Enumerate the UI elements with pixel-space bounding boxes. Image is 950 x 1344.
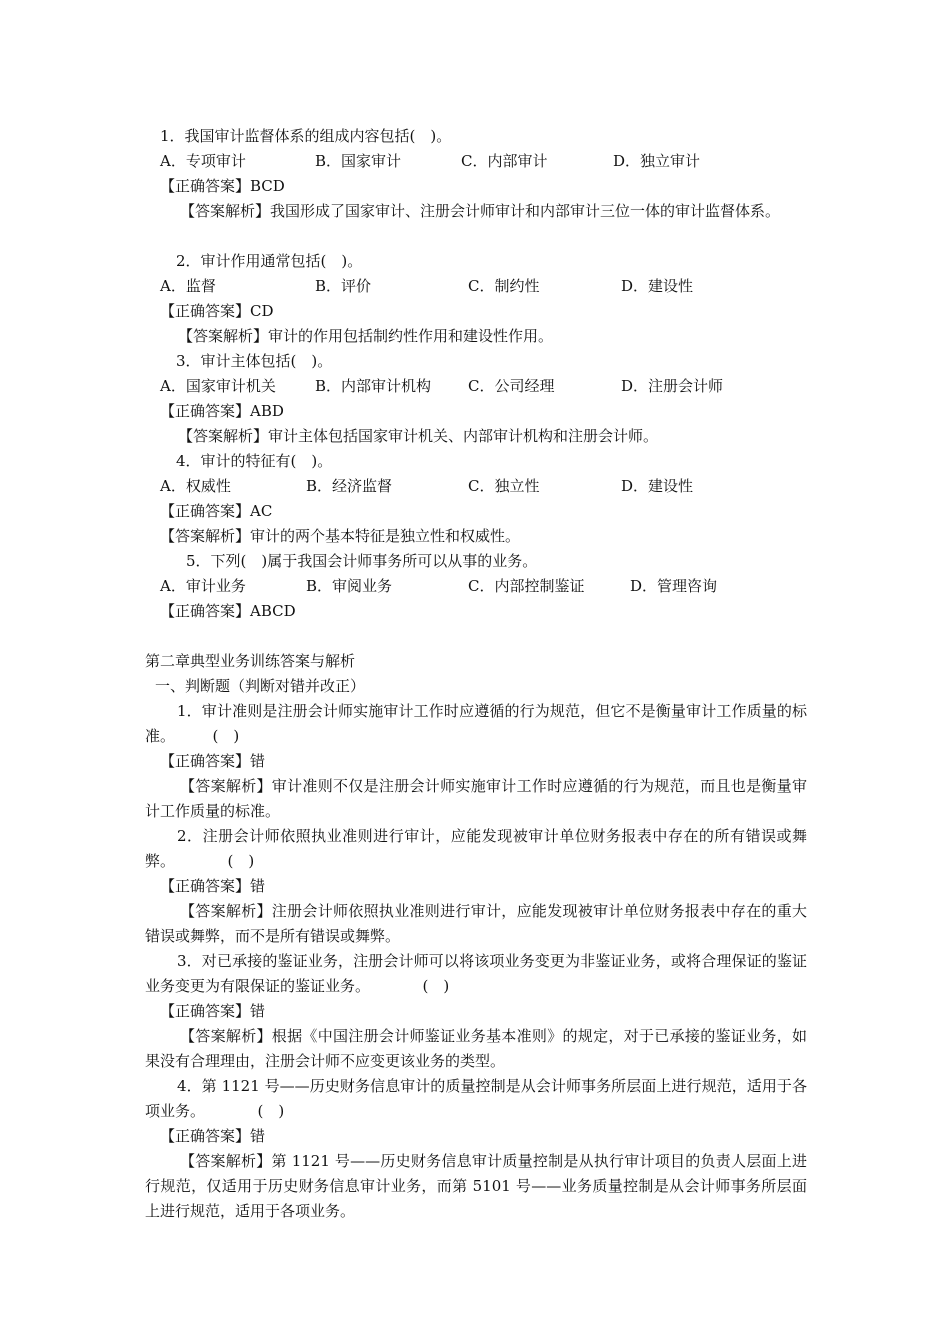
question-1-option-a: A．专项审计	[160, 152, 246, 170]
question-2-stem: 2．审计作用通常包括( )。	[176, 252, 363, 270]
question-1-analysis: 【答案解析】我国形成了国家审计、注册会计师审计和内部审计三位一体的审计监督体系。	[180, 202, 781, 220]
section-title: 一、判断题（判断对错并改正）	[155, 677, 366, 695]
judge-question-3-answer: 【正确答案】错	[160, 1002, 266, 1020]
question-5-stem: 5．下列( )属于我国会计师事务所可以从事的业务。	[186, 552, 538, 570]
question-1-stem: 1．我国审计监督体系的组成内容包括( )。	[160, 127, 452, 145]
judge-question-4-answer: 【正确答案】错	[160, 1127, 266, 1145]
question-2-option-c: C．制约性	[468, 277, 540, 295]
judge-question-1-answer: 【正确答案】错	[160, 752, 266, 770]
judge-question-4-stem: 4．第 1121 号——历史财务信息审计的质量控制是从会计师事务所层面上进行规范，适用于各项业务。 ( )	[145, 1077, 807, 1120]
question-4-analysis: 【答案解析】审计的两个基本特征是独立性和权威性。	[160, 527, 521, 545]
question-5-answer: 【正确答案】ABCD	[160, 602, 296, 620]
question-1-answer: 【正确答案】BCD	[160, 177, 285, 195]
question-2-option-b: B．评价	[315, 277, 372, 295]
question-3-option-b: B．内部审计机构	[315, 377, 432, 395]
question-4-option-b: B．经济监督	[306, 477, 393, 495]
question-3-analysis: 【答案解析】审计主体包括国家审计机关、内部审计机构和注册会计师。	[178, 427, 659, 445]
question-1-option-d: D．独立审计	[613, 152, 701, 170]
question-5-option-c: C．内部控制鉴证	[468, 577, 585, 595]
question-3-option-a: A．国家审计机关	[160, 377, 276, 395]
question-2-answer: 【正确答案】CD	[160, 302, 274, 320]
question-5-option-b: B．审阅业务	[306, 577, 393, 595]
question-4-option-a: A．权威性	[160, 477, 231, 495]
judge-question-3-analysis: 【答案解析】根据《中国注册会计师鉴证业务基本准则》的规定，对于已承接的鉴证业务，如果没有合理理由，注册会计师不应变更该业务的类型。	[145, 1027, 807, 1070]
question-1-option-b: B．国家审计	[315, 152, 402, 170]
judge-question-4-analysis: 【答案解析】第 1121 号——历史财务信息审计质量控制是从执行审计项目的负责人层面上进行规范，仅适用于历史财务信息审计业务，而第 5101 号——业务质量控制是从会计师事务所层面上进行规范，适用于各项业务。	[145, 1152, 807, 1220]
question-2-option-a: A．监督	[160, 277, 216, 295]
question-4-option-c: C．独立性	[468, 477, 540, 495]
question-4-stem: 4．审计的特征有( )。	[176, 452, 333, 470]
judge-question-1-analysis: 【答案解析】审计准则不仅是注册会计师实施审计工作时应遵循的行为规范，而且也是衡量审计工作质量的标准。	[145, 777, 807, 820]
question-4-option-d: D．建设性	[621, 477, 694, 495]
question-3-answer: 【正确答案】ABD	[160, 402, 284, 420]
judge-question-1-stem: 1．审计准则是注册会计师实施审计工作时应遵循的行为规范，但它不是衡量审计工作质量的标准。 ( )	[145, 702, 807, 745]
judge-question-2-stem: 2．注册会计师依照执业准则进行审计，应能发现被审计单位财务报表中存在的所有错误或舞弊。 ( )	[145, 827, 807, 870]
question-2-analysis: 【答案解析】审计的作用包括制约性作用和建设性作用。	[178, 327, 554, 345]
question-5-option-d: D．管理咨询	[630, 577, 718, 595]
question-1-option-c: C．内部审计	[461, 152, 548, 170]
judge-question-3-stem: 3．对已承接的鉴证业务，注册会计师可以将该项业务变更为非鉴证业务，或将合理保证的鉴证业务变更为有限保证的鉴证业务。 ( )	[145, 952, 807, 995]
question-3-option-c: C．公司经理	[468, 377, 555, 395]
question-5-option-a: A．审计业务	[160, 577, 246, 595]
question-4-answer: 【正确答案】AC	[160, 502, 273, 520]
question-3-option-d: D．注册会计师	[621, 377, 724, 395]
question-3-stem: 3．审计主体包括( )。	[176, 352, 333, 370]
judge-question-2-answer: 【正确答案】错	[160, 877, 266, 895]
judge-question-2-analysis: 【答案解析】注册会计师依照执业准则进行审计，应能发现被审计单位财务报表中存在的重大错误或舞弊，而不是所有错误或舞弊。	[145, 902, 807, 945]
chapter-title: 第二章典型业务训练答案与解析	[145, 652, 356, 670]
question-2-option-d: D．建设性	[621, 277, 694, 295]
